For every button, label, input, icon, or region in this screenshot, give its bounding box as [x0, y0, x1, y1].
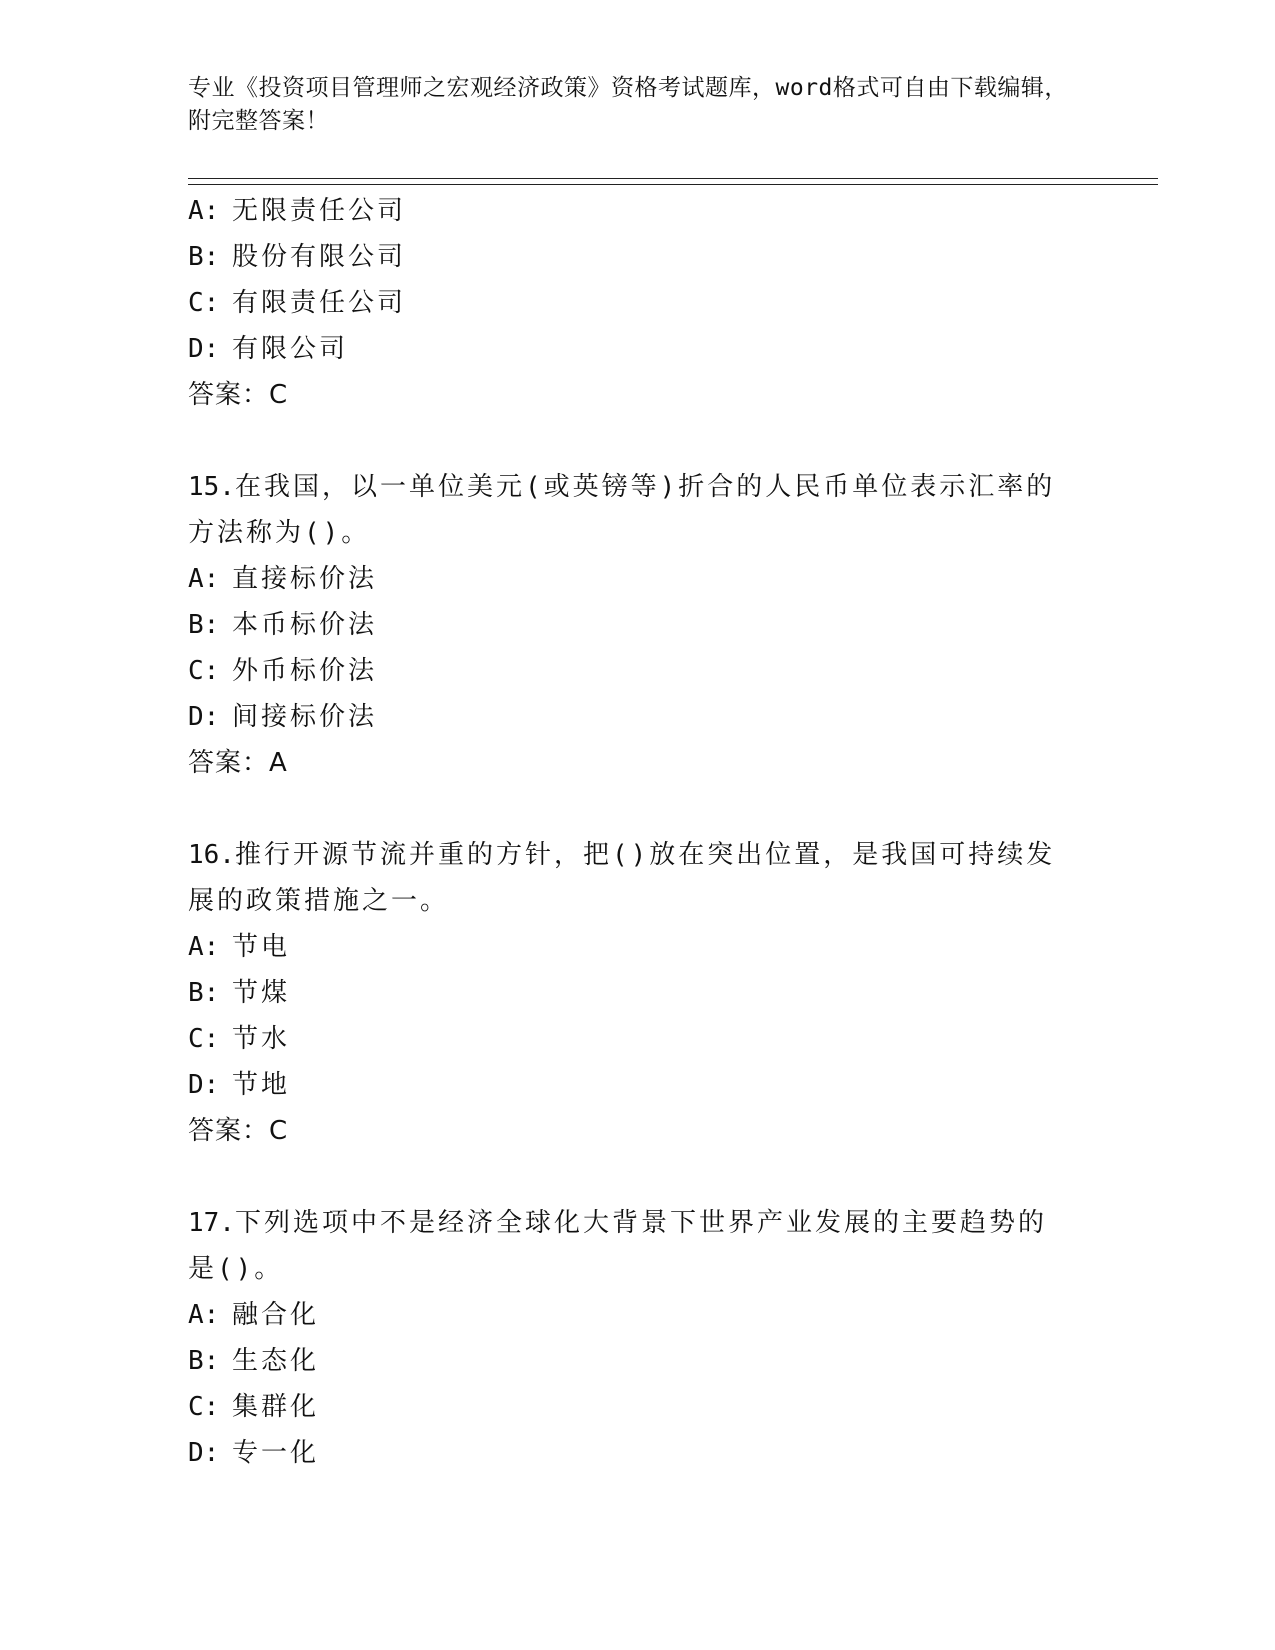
header-divider-bottom: [188, 184, 1158, 185]
question-text: 下列选项中不是经济全球化大背景下世界产业发展的主要趋势的是()。: [188, 1208, 1047, 1284]
option-letter: B:: [188, 978, 220, 1008]
option-text: 集群化: [232, 1392, 320, 1422]
option-text: 融合化: [232, 1300, 320, 1330]
option-letter: B:: [188, 610, 220, 640]
option-text: 股份有限公司: [232, 242, 407, 272]
question-block-16: [188, 832, 1088, 1154]
option-a: [188, 924, 1088, 970]
question-block-15: [188, 464, 1088, 786]
option-c: [188, 648, 1088, 694]
option-text: 有限公司: [232, 334, 349, 364]
option-letter: C:: [188, 656, 220, 686]
option-letter: D:: [188, 702, 220, 732]
option-letter: A:: [188, 1300, 220, 1330]
option-text: 本币标价法: [232, 610, 378, 640]
option-letter: D:: [188, 1070, 220, 1100]
option-text: 节电: [232, 932, 291, 962]
option-letter: B:: [188, 1346, 220, 1376]
question-stem: [188, 1200, 1068, 1292]
option-text: 专一化: [232, 1438, 320, 1468]
option-text: 节地: [232, 1070, 291, 1100]
question-text: 在我国，以一单位美元(或英镑等)折合的人民币单位表示汇率的方法称为()。: [188, 472, 1056, 548]
question-number: 17.: [188, 1208, 235, 1238]
question-content: [188, 188, 1088, 1476]
option-letter: D:: [188, 1438, 220, 1468]
option-text: 生态化: [232, 1346, 320, 1376]
option-b: [188, 970, 1088, 1016]
option-d: [188, 694, 1088, 740]
question-block-14-tail: [188, 188, 1088, 418]
answer-line: 答案：C: [188, 1116, 289, 1146]
answer-line: 答案：C: [188, 380, 289, 410]
option-a: [188, 1292, 1088, 1338]
option-text: 节水: [232, 1024, 291, 1054]
option-a: [188, 556, 1088, 602]
option-letter: B:: [188, 242, 220, 272]
option-b: [188, 234, 1088, 280]
option-text: 有限责任公司: [232, 288, 407, 318]
option-d: [188, 1430, 1088, 1476]
option-letter: A:: [188, 196, 220, 226]
option-text: 节煤: [232, 978, 291, 1008]
option-text: 间接标价法: [232, 702, 378, 732]
option-d: [188, 1062, 1088, 1108]
option-letter: C:: [188, 1024, 220, 1054]
option-letter: D:: [188, 334, 220, 364]
option-letter: C:: [188, 1392, 220, 1422]
option-c: [188, 1016, 1088, 1062]
question-text: 推行开源节流并重的方针，把()放在突出位置，是我国可持续发展的政策措施之一。: [188, 840, 1056, 916]
question-stem: [188, 464, 1068, 556]
option-d: [188, 326, 1088, 372]
option-text: 外币标价法: [232, 656, 378, 686]
question-number: 16.: [188, 840, 235, 870]
option-c: [188, 280, 1088, 326]
option-letter: A:: [188, 564, 220, 594]
option-c: [188, 1384, 1088, 1430]
question-block-17: [188, 1200, 1088, 1476]
question-stem: [188, 832, 1068, 924]
option-text: 无限责任公司: [232, 196, 407, 226]
document-header: 专业《投资项目管理师之宏观经济政策》资格考试题库，word格式可自由下载编辑，附完整答案！: [188, 75, 1068, 134]
answer-line: 答案：A: [188, 748, 288, 778]
option-letter: C:: [188, 288, 220, 318]
option-b: [188, 1338, 1088, 1384]
option-text: 直接标价法: [232, 564, 378, 594]
option-letter: A:: [188, 932, 220, 962]
question-number: 15.: [188, 472, 235, 502]
option-b: [188, 602, 1088, 648]
header-divider-top: [188, 178, 1158, 179]
option-a: [188, 188, 1088, 234]
